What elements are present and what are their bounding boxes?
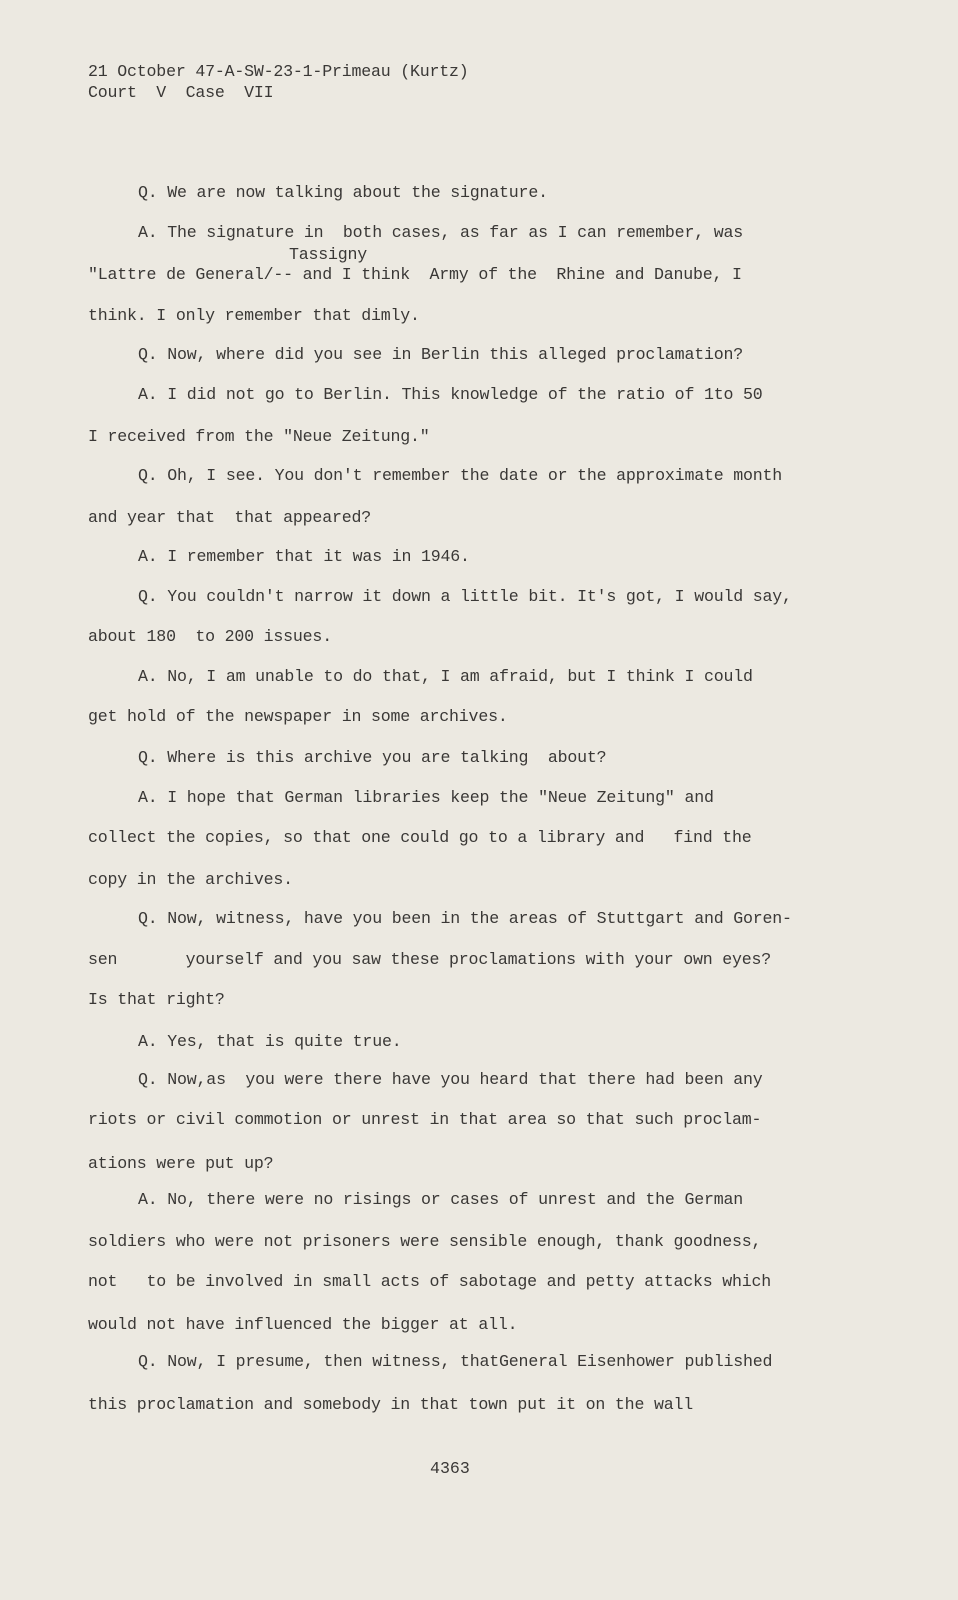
transcript-line: A. I did not go to Berlin. This knowledge of the ratio of 1to 50 <box>138 385 763 404</box>
transcript-line: not to be involved in small acts of sabotage and petty attacks which <box>88 1272 772 1291</box>
transcript-line: ations were put up? <box>88 1154 274 1173</box>
transcript-line: Q. Now, where did you see in Berlin this alleged proclamation? <box>138 345 743 364</box>
transcript-line: collect the copies, so that one could go to a library and find the <box>88 828 752 847</box>
transcript-line: Q. Now,as you were there have you heard that there had been any <box>138 1070 763 1089</box>
transcript-line: get hold of the newspaper in some archives. <box>88 707 508 726</box>
transcript-line: Is that right? <box>88 990 225 1009</box>
transcript-line: and year that that appeared? <box>88 508 371 527</box>
header-line-1: 21 October 47-A-SW-23-1-Primeau (Kurtz) <box>88 62 469 81</box>
transcript-line: Q. Now, I presume, then witness, thatGeneral Eisenhower published <box>138 1352 773 1371</box>
transcript-line: Q. Now, witness, have you been in the areas of Stuttgart and Goren- <box>138 909 792 928</box>
transcript-line: A. I remember that it was in 1946. <box>138 547 470 566</box>
transcript-line: A. Yes, that is quite true. <box>138 1032 402 1051</box>
transcript-line: Q. You couldn't narrow it down a little bit. It's got, I would say, <box>138 587 792 606</box>
transcript-line: Q. Oh, I see. You don't remember the date or the approximate month <box>138 466 783 485</box>
transcript-line: Q. We are now talking about the signature. <box>138 183 548 202</box>
transcript-line: "Lattre de General/-- and I think Army of the Rhine and Danube, I <box>88 265 742 284</box>
transcript-line: Q. Where is this archive you are talking about? <box>138 748 607 767</box>
page-number: 4363 <box>430 1459 470 1478</box>
transcript-line: think. I only remember that dimly. <box>88 306 420 325</box>
transcript-line: A. No, there were no risings or cases of unrest and the German <box>138 1190 743 1209</box>
transcript-line: riots or civil commotion or unrest in that area so that such proclam- <box>88 1110 762 1129</box>
header-line-2: Court V Case VII <box>88 83 274 102</box>
transcript-line: A. I hope that German libraries keep the "Neue Zeitung" and <box>138 788 714 807</box>
transcript-line: sen yourself and you saw these proclamations with your own eyes? <box>88 950 772 969</box>
transcript-line: would not have influenced the bigger at all. <box>88 1315 518 1334</box>
transcript-line: A. The signature in both cases, as far as I can remember, was <box>138 223 743 242</box>
transcript-line: copy in the archives. <box>88 870 293 889</box>
transcript-line: about 180 to 200 issues. <box>88 627 332 646</box>
transcript-line: this proclamation and somebody in that town put it on the wall <box>88 1395 693 1414</box>
transcript-line: I received from the "Neue Zeitung." <box>88 427 430 446</box>
transcript-line: soldiers who were not prisoners were sensible enough, thank goodness, <box>88 1232 762 1251</box>
transcript-line: A. No, I am unable to do that, I am afraid, but I think I could <box>138 667 753 686</box>
transcript-insertion: Tassigny <box>289 245 368 264</box>
